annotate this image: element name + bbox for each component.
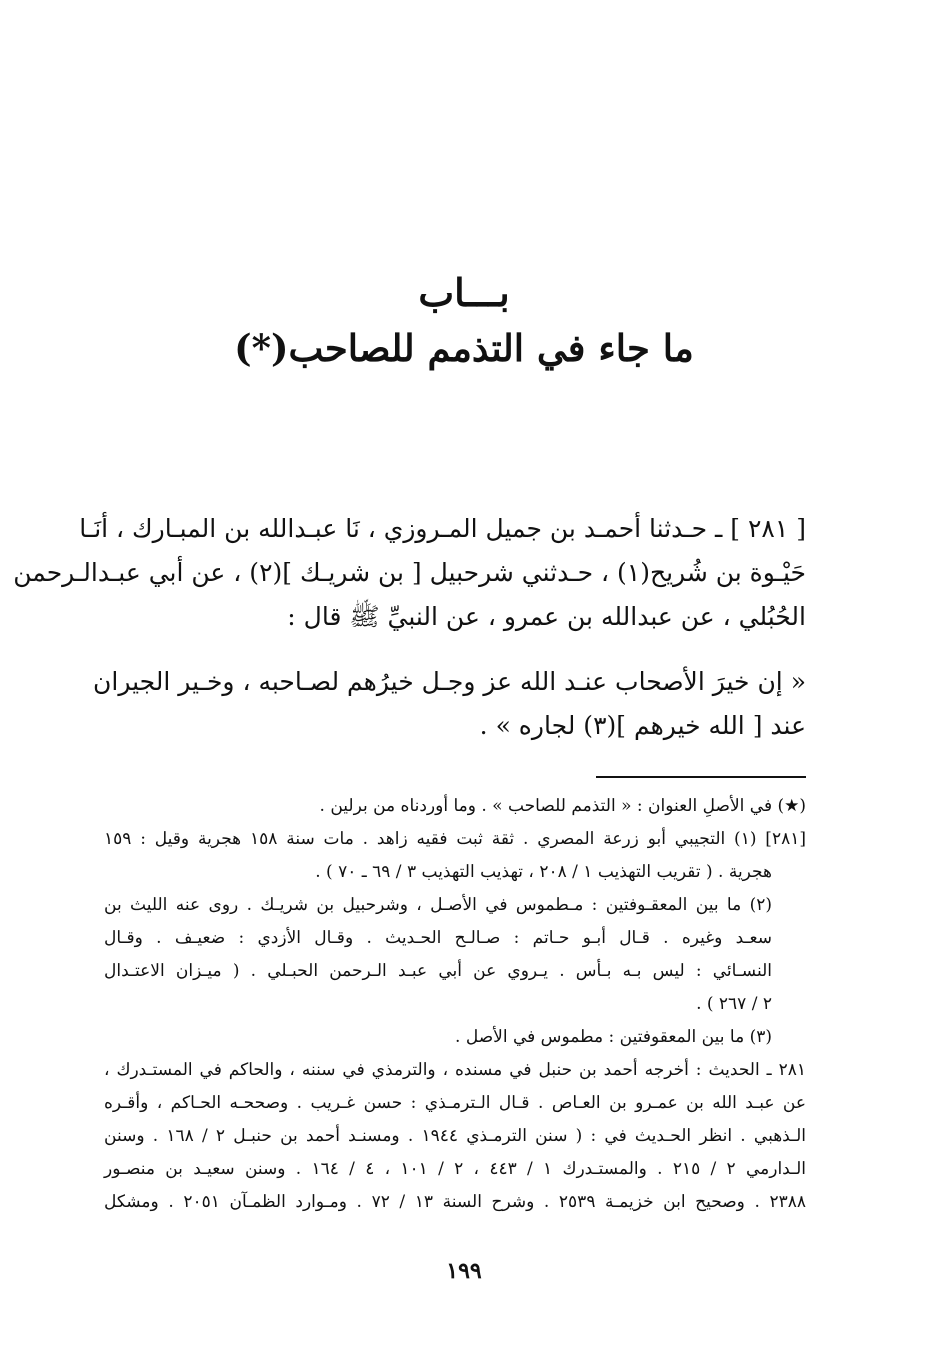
footnote-line: النسـائي : ليس بـه بـأس . يـروي عن أبي عبـد الـرحمن الحبـلي . ( ميـزان الاعتـدال — [104, 961, 772, 981]
footnote-line: هجرية . ( تقريب التهذيب ١ / ٢٠٨ ، تهذيب التهذيب ٣ / ٦٩ ـ ٧٠ ) . — [315, 862, 772, 882]
chapter-title: ما جاء في التذمم للصاحب(*) — [234, 326, 694, 370]
isnad-line: حَيْـوة بن شُريح(١) ، حـدثني شرحبيل [ بن شريـك ](٢) ، عن أبي عبـدالـرحمن — [13, 558, 806, 587]
footnote-line: الـدارمي ٢ / ٢١٥ . والمستـدرك ١ / ٤٤٣ ، ٢ / ١٠١ ، ٤ / ١٦٤ . وسنن سعيـد بن منصـور — [104, 1159, 806, 1179]
footnote-divider — [596, 776, 806, 778]
hadith-isnad — [13, 507, 806, 639]
footnote-line: (٣) ما بين المعقوفتين : مطموس في الأصل . — [455, 1027, 772, 1047]
footnote-line: عن عبـد الله بن عمـرو بن العـاص . قـال الـترمـذي : حسن غـريب . وصححـه الحـاكم ، وأقـره — [104, 1093, 806, 1113]
footnote-line: (★) في الأصلِ العنوان : « التذمم للصاحب » . وما أوردناه من برلين . — [319, 796, 806, 816]
matn-line: عند [ الله خيرهم ](٣) لجاره » . — [479, 711, 806, 740]
footnote-line: سعـد وغيره . قـال أبـو حـاتم : صـالـح الحـديث . وقـال الأزدي : ضعيـف . وقـال — [104, 928, 772, 948]
footnote-line: ٢ / ٢٦٧ ) . — [696, 994, 772, 1014]
footnote-line: ٢٨١ ـ الحديث : أخرجه أحمد بن حنبل في مسنده ، والترمذي في سننه ، والحاكم في المستـدرك ، — [104, 1060, 806, 1080]
page-number: ١٩٩ — [446, 1258, 482, 1284]
footnotes — [104, 790, 806, 1219]
matn-line: « إن خيرَ الأصحاب عنـد الله عز وجـل خيرُهم لصـاحبه ، وخـير الجيران — [93, 667, 806, 696]
footnote-line: (٢) ما بين المعقـوفتين : مـطموس في الأصـل ، وشرحبيل بن شريـك . روى عنه الليث بن — [104, 895, 772, 915]
footnote-line: الـذهبي . انظر الحـديث في : ( سنن الترمـذي ١٩٤٤ . ومسنـد أحمد بن حنبـل ٢ / ١٦٨ . وسنن — [104, 1126, 806, 1146]
isnad-line: الحُبُلي ، عن عبدالله بن عمرو ، عن النبيِّ ﷺ قال : — [287, 602, 806, 631]
chapter-label: بـــاب — [418, 270, 510, 315]
footnote-line: ٢٣٨٨ . وصحيح ابن خزيمـة ٢٥٣٩ . وشرح السنة ١٣ / ٧٢ . ومـوارد الظمـآن ٢٠٥١ . ومشكل — [104, 1192, 807, 1212]
footnote-line: [٢٨١] (١) التجيبي أبو زرعة المصري . ثقة ثبت فقيه زاهد . مات سنة ١٥٨ هجرية وقيل : ١٥٩ — [104, 829, 806, 849]
hadith-matn — [93, 660, 806, 748]
isnad-line: [ ٢٨١ ] ـ حـدثنا أحمـد بن جميل المـروزي ، نَا عبـدالله بن المبـارك ، أنَـا — [79, 514, 806, 543]
